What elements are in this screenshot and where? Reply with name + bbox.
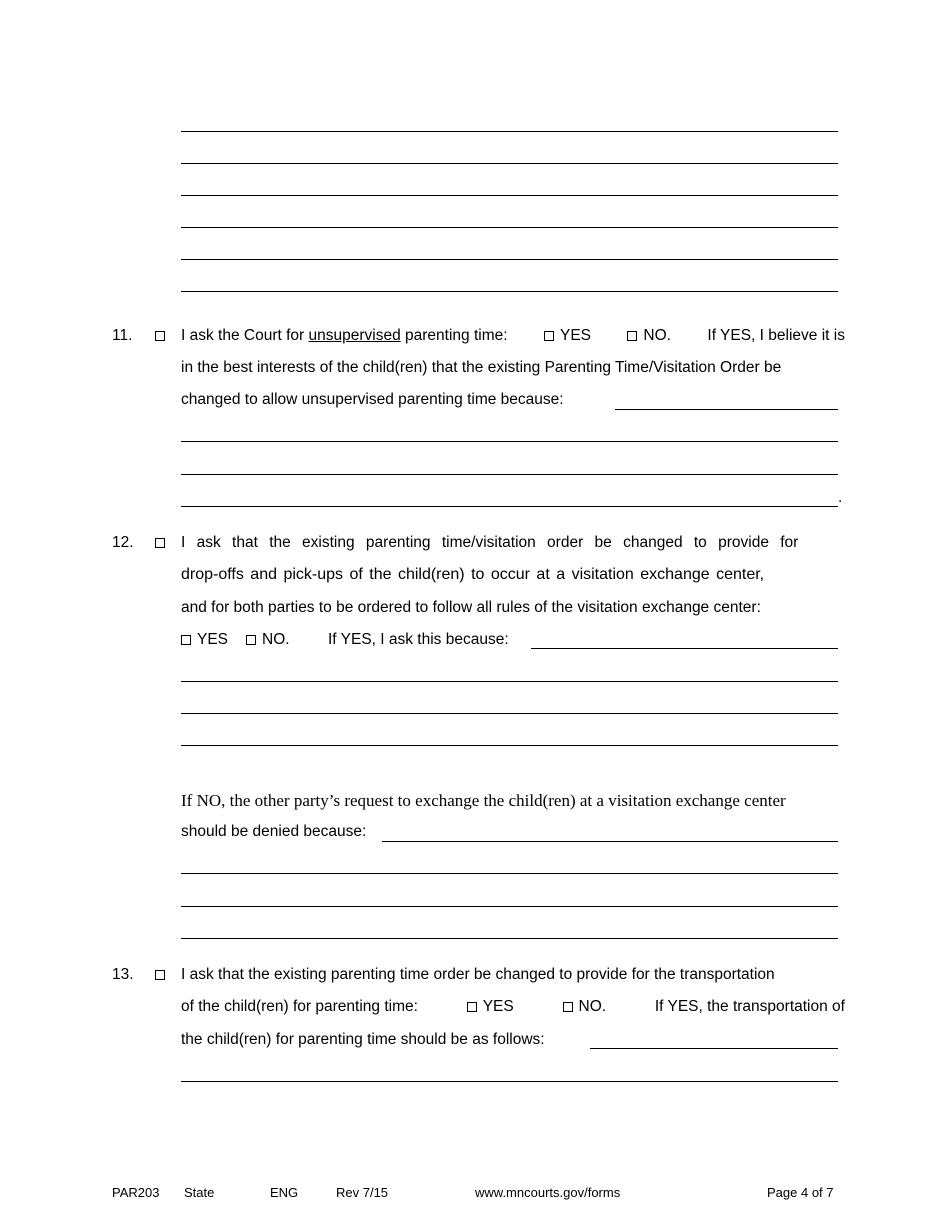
q12-checkbox[interactable]	[155, 533, 171, 553]
answer-line[interactable]	[181, 1081, 838, 1082]
q12-no-option[interactable]: NO.	[246, 630, 290, 650]
q13-line-1: I ask that the existing parenting time order be changed to provide for the transportation	[181, 966, 775, 983]
answer-line[interactable]	[181, 745, 838, 746]
answer-line[interactable]	[181, 873, 838, 874]
q12-no-line-2: should be denied because:	[181, 823, 367, 840]
q12-yes-option[interactable]: YES	[181, 630, 228, 650]
unsupervised-emphasis: unsupervised	[308, 327, 401, 344]
q11-checkbox[interactable]	[155, 326, 171, 346]
answer-line[interactable]	[181, 506, 838, 507]
answer-line[interactable]	[181, 227, 838, 228]
language: ENG	[270, 1185, 299, 1200]
answer-line[interactable]	[181, 713, 838, 714]
revision: Rev 7/15	[336, 1185, 389, 1200]
answer-line[interactable]	[181, 131, 838, 132]
answer-line[interactable]	[181, 163, 838, 164]
question-number: 12.	[112, 534, 134, 551]
q13-yes-option[interactable]: YES	[467, 997, 514, 1017]
yes-checkbox[interactable]	[544, 331, 554, 341]
page-number: Page 4 of 7	[767, 1185, 834, 1200]
q12-line-2: drop-offs and pick-ups of the child(ren) to occur at a visitation exchange center,	[181, 566, 765, 583]
answer-line[interactable]	[181, 441, 838, 442]
q11-no-option[interactable]: NO.	[627, 326, 671, 346]
question-number: 13.	[112, 966, 134, 983]
answer-line[interactable]	[590, 1048, 838, 1049]
q11-yes-option[interactable]: YES	[544, 326, 591, 346]
answer-line[interactable]	[531, 648, 838, 649]
q13-checkbox[interactable]	[155, 965, 171, 985]
q12-line-1: I ask that the existing parenting time/visitation order be changed to provide for	[181, 534, 799, 551]
q13-line-2: of the child(ren) for parenting time: YES NO. If YES, the transportation of	[181, 998, 845, 1015]
q12-line-4-tail: If YES, I ask this because:	[328, 631, 509, 648]
yes-checkbox[interactable]	[467, 1002, 477, 1012]
answer-line[interactable]	[181, 681, 838, 682]
q11-line-1: I ask the Court for unsupervised parenting time: YES NO. If YES, I believe it is	[181, 327, 845, 344]
q11-line-3: changed to allow unsupervised parenting time because:	[181, 391, 564, 408]
answer-line[interactable]	[181, 291, 838, 292]
period-mark: .	[838, 489, 843, 506]
answer-line[interactable]	[181, 259, 838, 260]
no-checkbox[interactable]	[627, 331, 637, 341]
q12-line-3: and for both parties to be ordered to follow all rules of the visitation exchange center:	[181, 599, 761, 616]
answer-line[interactable]	[181, 474, 838, 475]
question-number: 11.	[112, 327, 133, 344]
answer-line[interactable]	[181, 195, 838, 196]
form-code: PAR203	[112, 1185, 160, 1200]
answer-line[interactable]	[181, 906, 838, 907]
q13-line-3: the child(ren) for parenting time should be as follows:	[181, 1031, 545, 1048]
answer-line[interactable]	[181, 938, 838, 939]
q12-no-line-1: If NO, the other party’s request to exchange the child(ren) at a visitation exchange center	[181, 791, 786, 810]
q11-line-2: in the best interests of the child(ren) that the existing Parenting Time/Visitation Order be	[181, 359, 782, 376]
website: www.mncourts.gov/forms	[475, 1185, 621, 1200]
answer-line[interactable]	[382, 841, 838, 842]
yes-checkbox[interactable]	[181, 635, 191, 645]
jurisdiction: State	[184, 1185, 215, 1200]
no-checkbox[interactable]	[563, 1002, 573, 1012]
no-checkbox[interactable]	[246, 635, 256, 645]
answer-line[interactable]	[615, 409, 838, 410]
q13-no-option[interactable]: NO.	[563, 997, 607, 1017]
